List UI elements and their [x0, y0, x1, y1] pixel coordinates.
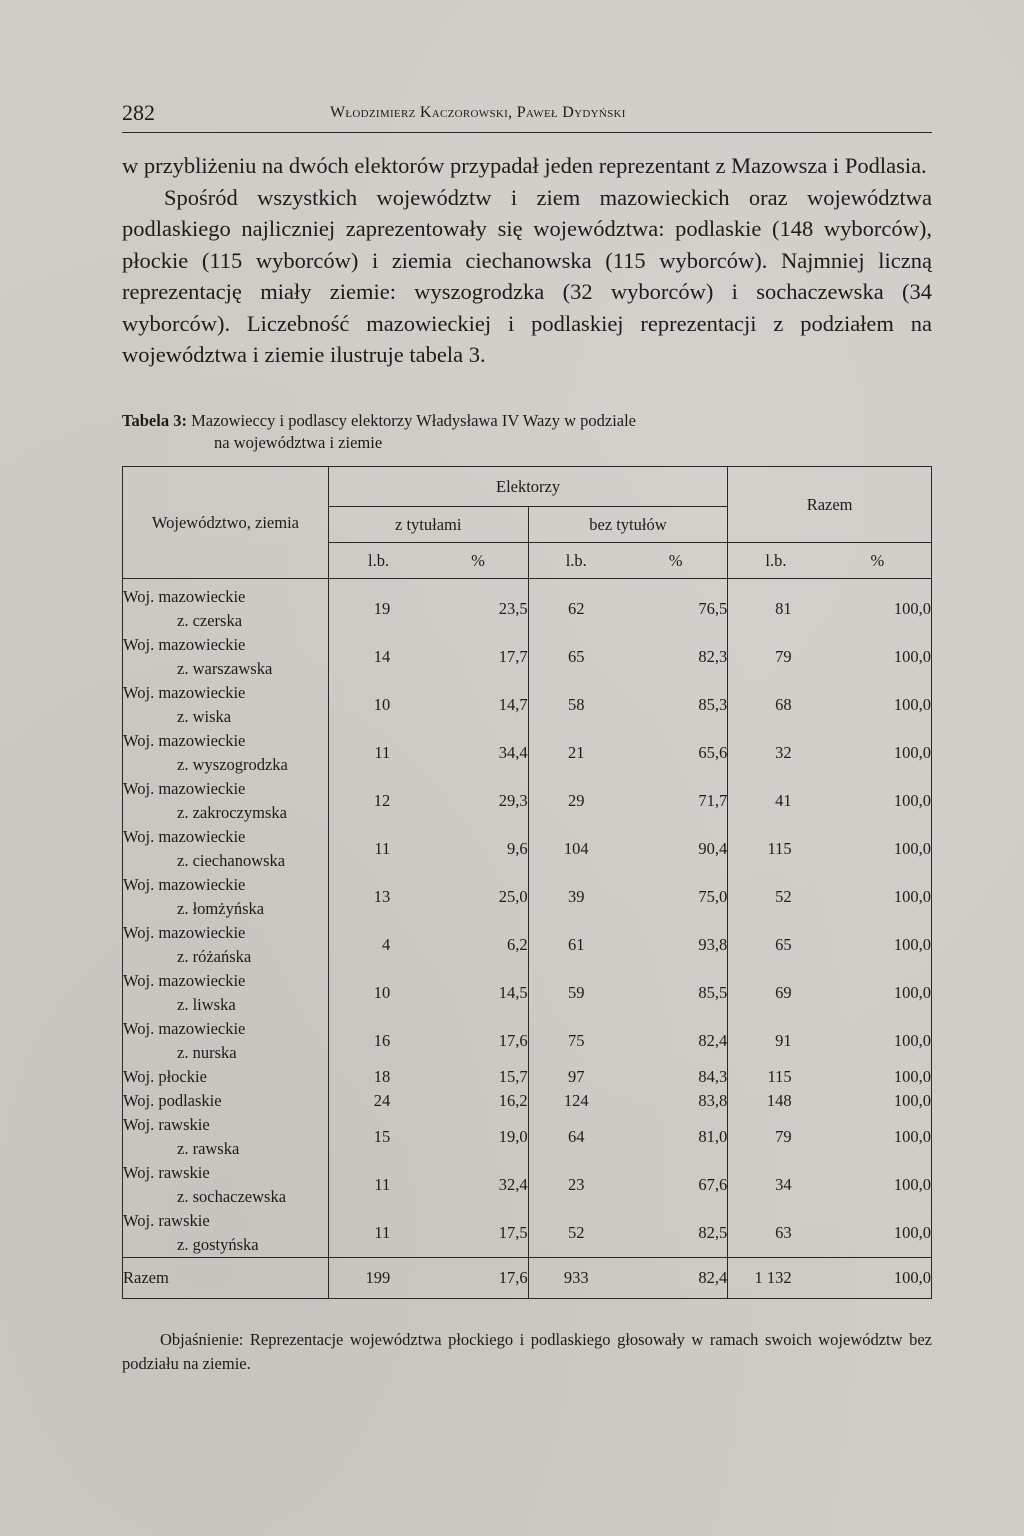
without-titles-count-cell: 104 — [563, 839, 589, 858]
total-total-count-cell: 1 132 — [728, 1258, 824, 1299]
without-titles-count-cell: 39 — [568, 887, 585, 906]
total-count-cell: 79 — [775, 1127, 792, 1146]
without-titles-pct-cell: 65,6 — [624, 729, 728, 777]
without-titles-count-cell: 61 — [568, 935, 585, 954]
total-count-cell: 115 — [767, 1067, 792, 1086]
with-titles-pct-cell: 34,4 — [428, 729, 528, 777]
land-name: z. zakroczymska — [177, 803, 287, 822]
table-row — [123, 1089, 932, 1113]
region-name: Woj. mazowieckie — [123, 731, 246, 750]
region-name: Woj. mazowieckie — [123, 1019, 246, 1038]
total-without-titles-count-cell: 933 — [528, 1258, 624, 1299]
running-title: Włodzimierz Kaczorowski, Paweł Dydyński — [330, 104, 626, 121]
without-titles-pct-cell: 82,5 — [624, 1209, 728, 1258]
with-titles-count-cell: 11 — [374, 839, 391, 858]
with-titles-pct-cell: 25,0 — [428, 873, 528, 921]
without-titles-count-cell: 29 — [568, 791, 585, 810]
without-titles-pct-cell: 71,7 — [624, 777, 728, 825]
region-name: Woj. mazowieckie — [123, 779, 246, 798]
with-titles-count-cell: 11 — [374, 1223, 391, 1242]
region-cell — [123, 873, 329, 921]
paragraph-1: w przybliżeniu na dwóch elektorów przypadał jeden reprezentant z Mazowsza i Podlasia. — [122, 153, 927, 178]
region-cell — [123, 825, 329, 873]
with-titles-pct-cell: 17,6 — [428, 1017, 528, 1065]
data-table — [122, 466, 932, 1299]
total-count-cell: 115 — [767, 839, 792, 858]
table-row — [123, 681, 932, 729]
header-total: Razem — [728, 467, 932, 543]
land-name: z. gostyńska — [177, 1235, 259, 1254]
with-titles-pct-cell: 9,6 — [428, 825, 528, 873]
table-row — [123, 1161, 932, 1209]
header-pct: % — [824, 543, 932, 579]
table-row — [123, 633, 932, 681]
table-row — [123, 1017, 932, 1065]
header-lb: l.b. — [728, 543, 824, 579]
region-name: Woj. mazowieckie — [123, 923, 246, 942]
header-region: Województwo, ziemia — [123, 467, 329, 579]
paragraph-2: Spośród wszystkich województw i ziem mazowieckich oraz województwa podlaskiego najliczniej zaprezentowały się województwa: podlaskie (148 wyborców), płockie (115 wyborców) i ziemia ciechanowska (115 wyborców). Najmniej liczną reprezentację miały ziemie: wyszogrodzka (32 wyborców) i sochaczewska (34 wyborców). Liczebność mazowieckiej i podlaskiej reprezentacji z podziałem na województwa i ziemie ilustruje tabela 3. — [122, 184, 932, 367]
region-cell — [123, 633, 329, 681]
without-titles-count-cell: 62 — [568, 599, 585, 618]
with-titles-pct-cell: 29,3 — [428, 777, 528, 825]
without-titles-pct-cell: 90,4 — [624, 825, 728, 873]
with-titles-pct-cell: 17,7 — [428, 633, 528, 681]
table-caption — [122, 410, 822, 454]
region-name: Woj. mazowieckie — [123, 875, 246, 894]
region-name: Woj. mazowieckie — [123, 635, 246, 654]
table-note-text: Objaśnienie: Reprezentacje województwa płockiego i podlaskiego głosowały w ramach swoich województw bez podziału na ziemie. — [122, 1330, 932, 1373]
region-name: Woj. mazowieckie — [123, 587, 246, 606]
total-total-pct-cell: 100,0 — [824, 1258, 932, 1299]
total-pct-cell: 100,0 — [824, 633, 932, 681]
region-cell — [123, 1089, 329, 1113]
table-caption-label: Tabela 3: — [122, 411, 187, 430]
with-titles-pct-cell: 32,4 — [428, 1161, 528, 1209]
total-pct-cell: 100,0 — [824, 1161, 932, 1209]
header-lb: l.b. — [328, 543, 428, 579]
header-pct: % — [624, 543, 728, 579]
total-count-cell: 34 — [775, 1175, 792, 1194]
without-titles-pct-cell: 76,5 — [624, 579, 728, 634]
table-row — [123, 825, 932, 873]
header-electors: Elektorzy — [328, 467, 727, 507]
total-pct-cell: 100,0 — [824, 969, 932, 1017]
region-cell — [123, 1065, 329, 1089]
without-titles-count-cell: 52 — [568, 1223, 585, 1242]
region-cell — [123, 921, 329, 969]
with-titles-pct-cell: 15,7 — [428, 1065, 528, 1089]
with-titles-count-cell: 10 — [373, 695, 391, 714]
land-name: z. sochaczewska — [177, 1187, 287, 1206]
land-name: z. ciechanowska — [177, 851, 286, 870]
table-row — [123, 777, 932, 825]
total-with-titles-count-cell: 199 — [328, 1258, 428, 1299]
without-titles-count-cell: 59 — [568, 983, 585, 1002]
with-titles-count-cell: 15 — [373, 1127, 391, 1146]
with-titles-pct-cell: 17,5 — [428, 1209, 528, 1258]
without-titles-count-cell: 64 — [568, 1127, 585, 1146]
table-row — [123, 1065, 932, 1089]
region-cell — [123, 777, 329, 825]
region-cell — [123, 1017, 329, 1065]
region-name: Woj. płockie — [123, 1067, 207, 1086]
table-row — [123, 921, 932, 969]
table-row — [123, 1209, 932, 1258]
header-lb: l.b. — [528, 543, 624, 579]
with-titles-count-cell: 19 — [373, 599, 391, 618]
without-titles-pct-cell: 82,4 — [624, 1017, 728, 1065]
body-text — [122, 150, 932, 371]
table-row — [123, 729, 932, 777]
region-name: Woj. mazowieckie — [123, 683, 246, 702]
total-count-cell: 91 — [775, 1031, 792, 1050]
land-name: z. liwska — [177, 995, 236, 1014]
without-titles-pct-cell: 85,5 — [624, 969, 728, 1017]
without-titles-count-cell: 65 — [568, 647, 585, 666]
without-titles-pct-cell: 84,3 — [624, 1065, 728, 1089]
total-pct-cell: 100,0 — [824, 681, 932, 729]
total-pct-cell: 100,0 — [824, 777, 932, 825]
land-name: z. różańska — [177, 947, 252, 966]
with-titles-pct-cell: 14,7 — [428, 681, 528, 729]
table-caption-line2: na województwa i ziemie — [214, 433, 383, 452]
region-name: Woj. mazowieckie — [123, 971, 246, 990]
without-titles-count-cell: 23 — [568, 1175, 585, 1194]
with-titles-count-cell: 11 — [374, 1175, 391, 1194]
with-titles-pct-cell: 6,2 — [428, 921, 528, 969]
region-name: Woj. mazowieckie — [123, 827, 246, 846]
without-titles-count-cell: 124 — [563, 1091, 589, 1110]
total-pct-cell: 100,0 — [824, 579, 932, 634]
land-name: z. rawska — [177, 1139, 240, 1158]
header-with-titles: z tytułami — [328, 507, 528, 543]
total-pct-cell: 100,0 — [824, 1113, 932, 1161]
table-row — [123, 579, 932, 634]
table-row — [123, 1113, 932, 1161]
page-number: 282 — [122, 100, 155, 125]
total-pct-cell: 100,0 — [824, 1209, 932, 1258]
with-titles-pct-cell: 14,5 — [428, 969, 528, 1017]
region-cell — [123, 1209, 329, 1258]
without-titles-pct-cell: 67,6 — [624, 1161, 728, 1209]
without-titles-pct-cell: 85,3 — [624, 681, 728, 729]
total-count-cell: 41 — [775, 791, 792, 810]
land-name: z. czerska — [177, 611, 243, 630]
region-cell — [123, 729, 329, 777]
with-titles-pct-cell: 19,0 — [428, 1113, 528, 1161]
with-titles-count-cell: 11 — [374, 743, 391, 762]
total-count-cell: 81 — [775, 599, 792, 618]
total-row — [123, 1258, 932, 1299]
total-count-cell: 68 — [775, 695, 792, 714]
region-name: Woj. rawskie — [123, 1163, 210, 1182]
without-titles-count-cell: 75 — [568, 1031, 585, 1050]
total-pct-cell: 100,0 — [824, 1065, 932, 1089]
region-name: Woj. rawskie — [123, 1211, 210, 1230]
with-titles-count-cell: 14 — [373, 647, 391, 666]
land-name: z. wyszogrodzka — [177, 755, 288, 774]
region-name: Woj. podlaskie — [123, 1091, 222, 1110]
region-cell — [123, 1161, 329, 1209]
region-cell — [123, 969, 329, 1017]
with-titles-pct-cell: 23,5 — [428, 579, 528, 634]
table-row — [123, 969, 932, 1017]
with-titles-count-cell: 13 — [373, 887, 391, 906]
total-without-titles-pct-cell: 82,4 — [624, 1258, 728, 1299]
running-head — [122, 100, 932, 133]
header-without-titles: bez tytułów — [528, 507, 728, 543]
total-pct-cell: 100,0 — [824, 825, 932, 873]
region-cell — [123, 681, 329, 729]
total-count-cell: 65 — [775, 935, 792, 954]
total-label: Razem — [123, 1258, 329, 1299]
region-cell — [123, 579, 329, 634]
total-pct-cell: 100,0 — [824, 1089, 932, 1113]
with-titles-count-cell: 18 — [373, 1067, 391, 1086]
header-pct: % — [428, 543, 528, 579]
total-count-cell: 148 — [766, 1091, 792, 1110]
without-titles-count-cell: 97 — [568, 1067, 585, 1086]
total-pct-cell: 100,0 — [824, 729, 932, 777]
region-cell — [123, 1113, 329, 1161]
table-caption-line1: Mazowieccy i podlascy elektorzy Władysława IV Wazy w podziale — [191, 411, 637, 430]
table-note — [122, 1328, 932, 1376]
total-with-titles-pct-cell: 17,6 — [428, 1258, 528, 1299]
without-titles-pct-cell: 75,0 — [624, 873, 728, 921]
with-titles-count-cell: 24 — [373, 1091, 391, 1110]
with-titles-count-cell: 12 — [373, 791, 391, 810]
without-titles-pct-cell: 82,3 — [624, 633, 728, 681]
without-titles-count-cell: 58 — [568, 695, 585, 714]
with-titles-count-cell: 10 — [373, 983, 391, 1002]
land-name: z. nurska — [177, 1043, 237, 1062]
total-pct-cell: 100,0 — [824, 1017, 932, 1065]
total-count-cell: 52 — [775, 887, 792, 906]
total-count-cell: 69 — [775, 983, 792, 1002]
with-titles-count-cell: 16 — [373, 1031, 391, 1050]
with-titles-count-cell: 4 — [382, 935, 391, 954]
without-titles-pct-cell: 83,8 — [624, 1089, 728, 1113]
land-name: z. wiska — [177, 707, 232, 726]
total-count-cell: 79 — [775, 647, 792, 666]
total-count-cell: 32 — [775, 743, 792, 762]
region-name: Woj. rawskie — [123, 1115, 210, 1134]
total-count-cell: 63 — [775, 1223, 792, 1242]
without-titles-pct-cell: 93,8 — [624, 921, 728, 969]
without-titles-pct-cell: 81,0 — [624, 1113, 728, 1161]
total-pct-cell: 100,0 — [824, 921, 932, 969]
total-pct-cell: 100,0 — [824, 873, 932, 921]
land-name: z. warszawska — [177, 659, 273, 678]
without-titles-count-cell: 21 — [568, 743, 585, 762]
table-row — [123, 873, 932, 921]
with-titles-pct-cell: 16,2 — [428, 1089, 528, 1113]
land-name: z. łomżyńska — [177, 899, 265, 918]
